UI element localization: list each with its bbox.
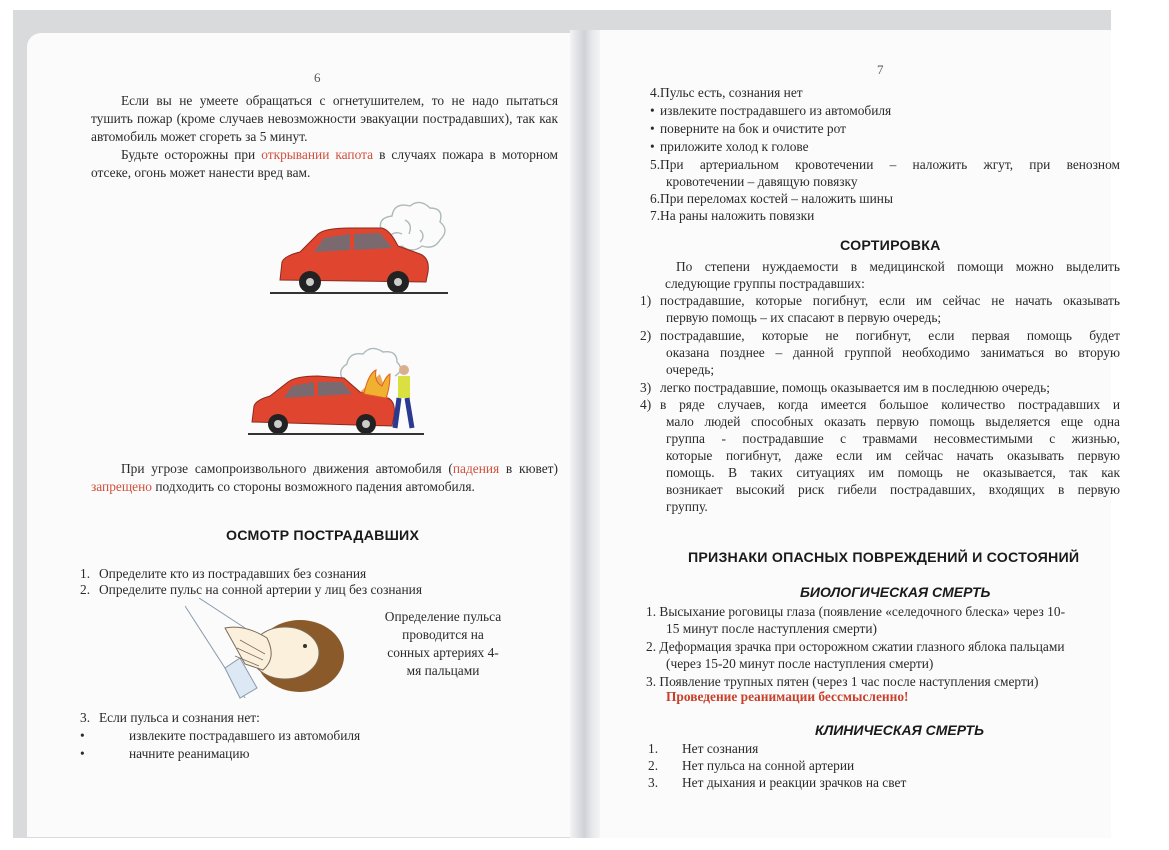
- text: подходить со стороны возможного падения автомобиля.: [151, 479, 475, 494]
- sorting-group-4-number: 4): [640, 397, 652, 412]
- item-text: Нет дыхания и реакции зрачков на свет: [682, 775, 907, 790]
- caption-line: мя пальцами: [406, 663, 480, 678]
- sorting-group-1-number: 1): [640, 293, 652, 308]
- pulse-caption: [368, 608, 518, 680]
- step4-bullet-1: [650, 102, 891, 119]
- bullet-text: извлеките пострадавшего из автомобиля: [660, 103, 892, 118]
- sorting-group-4-line: возникает высокий риск гибели пострадавших, входящих в первую: [666, 482, 1120, 497]
- sorting-group-4-line: которые погибнут, даже если им сейчас начать оказывать первую: [666, 448, 1120, 463]
- sorting-group-1-line: первую помощь – их спасают в первую очередь;: [666, 310, 942, 325]
- item-number: 2.: [648, 758, 659, 773]
- step-number: 2.: [80, 582, 91, 597]
- step-6: 6.При переломах костей – наложить шины: [650, 191, 893, 206]
- paragraph-rolling-car: [91, 460, 558, 496]
- pulse-check-illustration: [185, 598, 355, 703]
- bullet-icon: •: [650, 103, 655, 118]
- sorting-group-4-line: мало людей способных оказать первую помощь выделяется еще одна: [666, 414, 1120, 429]
- inspection-step-1: [80, 565, 366, 582]
- bullet-icon: •: [650, 139, 655, 154]
- caption-line: Определение пульса: [384, 609, 502, 624]
- sorting-intro-line-2: следующие группы пострадавших:: [665, 276, 865, 291]
- text: в кювет): [499, 461, 558, 476]
- clinical-death-item-1: [648, 740, 758, 757]
- step-text: Если пульса и сознания нет:: [99, 710, 260, 725]
- caption-line: сонных артериях 4-: [387, 645, 499, 660]
- inspection-step-3: [80, 709, 260, 726]
- clinical-death-item-2: [648, 757, 854, 774]
- bullet-text: извлеките пострадавшего из автомобиля: [129, 728, 361, 743]
- highlight-text: открывании капота: [261, 147, 374, 162]
- bullet-icon: •: [650, 121, 655, 136]
- sorting-group-4-line: помощь. В таких ситуациях им помощь не оказывается, так как: [666, 465, 1120, 480]
- step-text: Определите кто из пострадавших без сознания: [99, 566, 367, 581]
- paragraph-hood: [91, 146, 558, 182]
- sorting-group-2-number: 2): [640, 328, 652, 343]
- section-title-inspection: ОСМОТР ПОСТРАДАВШИХ: [226, 528, 420, 544]
- sorting-group-2-line: пострадавшие, которые не погибнут, если первая помощь будет: [660, 328, 1120, 343]
- bullet-text: приложите холод к голове: [660, 139, 809, 154]
- item-number: 3.: [646, 674, 657, 689]
- highlight-text: запрещено: [91, 479, 152, 494]
- clinical-death-item-3: [648, 774, 906, 791]
- bio-death-item-1-cont: 15 минут после наступления смерти): [666, 621, 877, 636]
- step-5-line-1: 5.При артериальном кровотечении – наложить жгут, при венозном: [650, 157, 1120, 172]
- step-7: 7.На раны наложить повязки: [650, 208, 815, 223]
- sorting-group-4-line: группа - пострадавшие с травмами несовместимыми с жизнью,: [666, 431, 1120, 446]
- bullet-icon: •: [80, 746, 85, 761]
- section-title-dangerous-signs: ПРИЗНАКИ ОПАСНЫХ ПОВРЕЖДЕНИЙ И СОСТОЯНИЙ: [688, 550, 1080, 566]
- subtitle-clinical-death: КЛИНИЧЕСКАЯ СМЕРТЬ: [815, 722, 985, 738]
- paragraph-text: Если вы не умеете обращаться с огнетушителем, то не надо пытаться тушить пожар (кроме случаев невозможности эвакуации пострадавших), так как автомобиль может сгореть за 5 минут.: [91, 93, 558, 144]
- item-text: Нет сознания: [682, 741, 759, 756]
- section-title-sorting: СОРТИРОВКА: [840, 238, 941, 254]
- item-number: 1.: [648, 741, 659, 756]
- page-number-left: 6: [314, 70, 321, 85]
- step3-bullet-1: [80, 727, 360, 744]
- step4-bullet-2: [650, 120, 846, 137]
- item-text: Появление трупных пятен (через 1 час после наступления смерти): [659, 674, 1039, 689]
- text: Будьте осторожны при: [121, 147, 262, 162]
- step3-bullet-2: [80, 745, 250, 762]
- sorting-group-2-line: очередь;: [666, 362, 715, 377]
- bio-death-item-3: [646, 673, 1038, 690]
- item-number: 1.: [646, 604, 657, 619]
- sorting-group-1-line: пострадавшие, которые погибнут, если им сейчас не начать оказывать: [660, 293, 1120, 308]
- sorting-group-4-line: группу.: [666, 499, 708, 514]
- paragraph-extinguisher: [91, 92, 558, 146]
- step-number: 1.: [80, 566, 91, 581]
- text: При угрозе самопроизвольного движения автомобиля (: [121, 461, 453, 476]
- page-number-right: 7: [877, 62, 884, 77]
- sorting-group-2-line: оказана позднее – данной группой необходимо заниматься во вторую: [666, 345, 1120, 360]
- caption-line: проводится на: [402, 627, 484, 642]
- bio-death-item-2: [646, 638, 1065, 655]
- item-text: Высыхание роговицы глаза (появление «селедочного блеска» через 10-: [659, 604, 1066, 619]
- sorting-intro-line-1: По степени нуждаемости в медицинской помощи можно выделить: [676, 259, 1120, 274]
- text: в случаях пожара в моторном отсеке, огонь может нанести вред вам.: [91, 147, 559, 180]
- bullet-text: поверните на бок и очистите рот: [660, 121, 846, 136]
- item-number: 2.: [646, 639, 657, 654]
- car-fire-open-hood-illustration: [248, 340, 428, 440]
- sorting-group-3-number: 3): [640, 380, 652, 395]
- step-5-line-2: кровотечении – давящую повязку: [666, 174, 858, 189]
- item-number: 3.: [648, 775, 659, 790]
- item-text: Деформация зрачка при осторожном сжатии глазного яблока пальцами: [659, 639, 1065, 654]
- highlight-text: падения: [452, 461, 500, 476]
- step4-bullet-3: [650, 138, 809, 155]
- sorting-group-4-line: в ряде случаев, когда имеется большое количество пострадавших и: [660, 397, 1120, 412]
- book-gutter: [570, 30, 602, 838]
- step-text: Определите пульс на сонной артерии у лиц без сознания: [99, 582, 422, 597]
- bio-death-item-2-cont: (через 15-20 минут после наступления смерти): [666, 656, 934, 671]
- car-with-smoke-illustration: [270, 190, 450, 305]
- bullet-icon: •: [80, 728, 85, 743]
- step-number: 3.: [80, 710, 91, 725]
- sorting-group-3-line: легко пострадавшие, помощь оказывается им в последнюю очередь;: [660, 380, 1050, 395]
- item-text: Нет пульса на сонной артерии: [682, 758, 855, 773]
- resuscitation-warning: Проведение реанимации бессмысленно!: [666, 689, 909, 704]
- step-4: 4.Пульс есть, сознания нет: [650, 85, 803, 100]
- subtitle-biological-death: БИОЛОГИЧЕСКАЯ СМЕРТЬ: [800, 584, 991, 600]
- bullet-text: начните реанимацию: [129, 746, 250, 761]
- bio-death-item-1: [646, 603, 1065, 620]
- inspection-step-2: [80, 581, 422, 598]
